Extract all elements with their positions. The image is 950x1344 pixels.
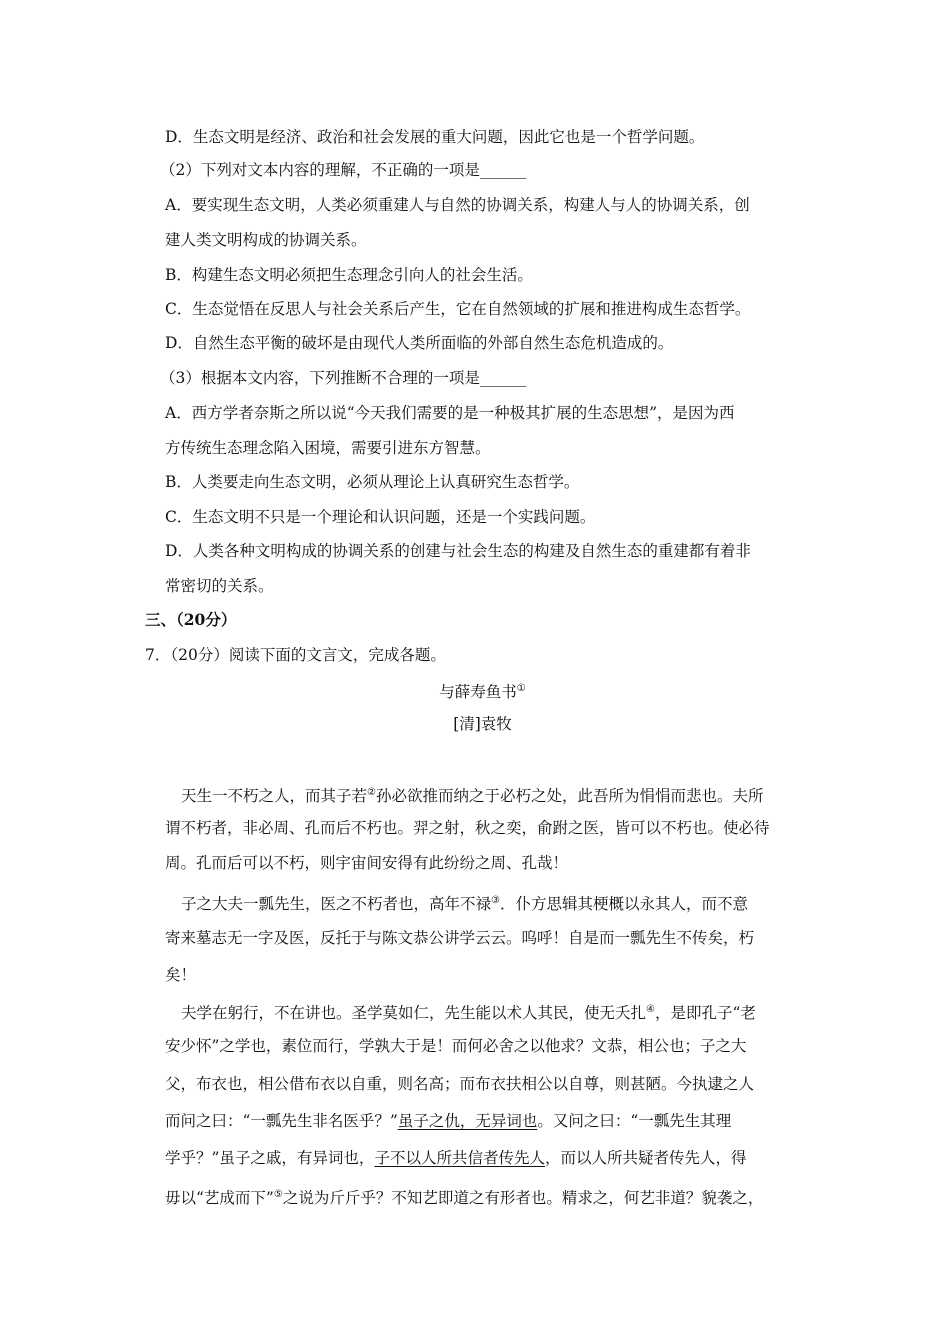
option-a-line <box>165 195 750 215</box>
text-segment: 夫学在躬行，不在讲也。圣学莫如仁，先生能以术人其民，使无夭扎 <box>181 1004 647 1022</box>
text-segment: （3）根据本文内容，下列推断不合理的一项是______ <box>160 369 527 387</box>
passage-line <box>165 818 770 838</box>
footnote-marker: ④ <box>646 1004 655 1015</box>
text-segment: 天生一不朽之人，而其子若 <box>181 787 368 805</box>
text-segment: B．构建生态文明必须把生态理念引向人的社会生活。 <box>165 266 533 284</box>
text-segment: 子之大夫一瓢先生，医之不朽者也，高年不禄 <box>181 895 492 913</box>
underlined-text: 子不以人所共信者传先人 <box>374 1149 545 1167</box>
text-segment: ．仆方思辑其梗概以永其人，而不意 <box>499 895 748 913</box>
text-segment: 。又问之曰：“一瓢先生其理 <box>537 1112 732 1130</box>
text-segment: [清]袁牧 <box>453 715 512 733</box>
text-segment: （2）下列对文本内容的理解，不正确的一项是______ <box>160 161 527 179</box>
option-d <box>165 333 673 353</box>
passage-line <box>165 853 568 873</box>
footnote-marker: ⑤ <box>273 1189 283 1200</box>
passage-line <box>165 1036 746 1056</box>
option-b <box>165 265 533 285</box>
passage-author <box>0 714 950 734</box>
text-segment: C．生态觉悟在反思人与社会关系后产生，它在自然领域的扩展和推进构成生态哲学。 <box>165 300 751 318</box>
text-segment: 三、（20分） <box>145 610 237 629</box>
underlined-text: 虽子之仇，无异词也 <box>397 1112 538 1130</box>
text-segment: 周。孔而后可以不朽，则宇宙间安得有此纷纷之周、孔哉！ <box>165 854 569 872</box>
text-segment: 寄来墓志无一字及医，反托于与陈文恭公讲学云云。呜呼！自是而一瓢先生不传矣，朽 <box>165 929 755 947</box>
footnote-marker: ③ <box>491 895 500 906</box>
passage-line <box>181 1000 756 1023</box>
passage-line <box>165 928 754 948</box>
passage-line <box>165 1185 763 1208</box>
text-segment: 毋以“艺成而下” <box>165 1189 274 1207</box>
option-b <box>165 472 579 492</box>
option-d-line <box>165 541 751 561</box>
option-a-cont <box>165 438 491 458</box>
text-segment: 矣！ <box>165 966 197 984</box>
option-c <box>165 299 750 319</box>
text-segment: 而问之曰：“一瓢先生非名医乎？” <box>165 1112 398 1130</box>
text-segment: 安少怀”之学也，素位而行，学孰大于是！而何必舍之以他求？文恭，相公也；子之大 <box>165 1037 747 1055</box>
text-segment: D．生态文明是经济、政治和社会发展的重大问题，因此它也是一个哲学问题。 <box>165 128 705 146</box>
text-segment: 之说为斤斤乎？不知艺即道之有形者也。精求之，何艺非道？貌袭之， <box>282 1189 764 1207</box>
passage-line <box>165 1111 731 1131</box>
option-a-cont <box>165 230 367 250</box>
text-segment: 7．（20分）阅读下面的文言文，完成各题。 <box>145 646 446 664</box>
passage-line <box>165 1148 746 1168</box>
question-2 <box>160 160 526 180</box>
option-a-line <box>165 403 735 423</box>
passage-title <box>0 679 950 702</box>
text-segment: 孙必欲推而纳之于必朽之处，此吾所为悁悁而悲也。夫所 <box>375 787 764 805</box>
question-3 <box>160 368 526 388</box>
text-segment: 常密切的关系。 <box>165 577 274 595</box>
text-segment: 学乎？”虽子之戚，有异词也， <box>165 1149 375 1167</box>
text-segment: 父，布衣也，相公借布衣以自重，则名高；而布衣扶相公以自尊，则甚陋。今执逮之人 <box>165 1075 755 1093</box>
text-segment: 建人类文明构成的协调关系。 <box>165 231 367 249</box>
question-7 <box>145 645 446 665</box>
passage-line <box>165 1074 754 1094</box>
text-segment: D．人类各种文明构成的协调关系的创建与社会生态的构建及自然生态的重建都有着非 <box>165 542 751 560</box>
passage-line <box>165 965 196 985</box>
footnote-marker: ② <box>367 787 376 798</box>
text-segment: 与薛寿鱼书 <box>439 683 517 701</box>
text-segment: 谓不朽者，非必周、孔而后不朽也。羿之射，秋之奕，俞跗之医，皆可以不朽也。使必待 <box>165 819 770 837</box>
passage-line <box>181 783 764 806</box>
passage-line <box>181 891 748 914</box>
text-segment: 方传统生态理念陷入困境，需要引进东方智慧。 <box>165 439 491 457</box>
text-segment: D．自然生态平衡的破坏是由现代人类所面临的外部自然生态危机造成的。 <box>165 334 674 352</box>
text-segment: A．要实现生态文明，人类必须重建人与自然的协调关系，构建人与人的协调关系，创 <box>165 196 750 214</box>
text-segment: ，是即孔子“老 <box>654 1004 756 1022</box>
section-heading <box>145 610 236 630</box>
text-segment: ，而以人所共疑者传先人，得 <box>544 1149 747 1167</box>
option-d-line <box>165 127 704 147</box>
footnote-marker: ① <box>516 683 526 694</box>
option-d-cont <box>165 576 274 596</box>
text-segment: C．生态文明不只是一个理论和认识问题，还是一个实践问题。 <box>165 508 596 526</box>
text-segment: B．人类要走向生态文明，必须从理论上认真研究生态哲学。 <box>165 473 580 491</box>
option-c <box>165 507 595 527</box>
text-segment: A．西方学者奈斯之所以说“今天我们需要的是一种极其扩展的生态思想”，是因为西 <box>165 404 735 422</box>
